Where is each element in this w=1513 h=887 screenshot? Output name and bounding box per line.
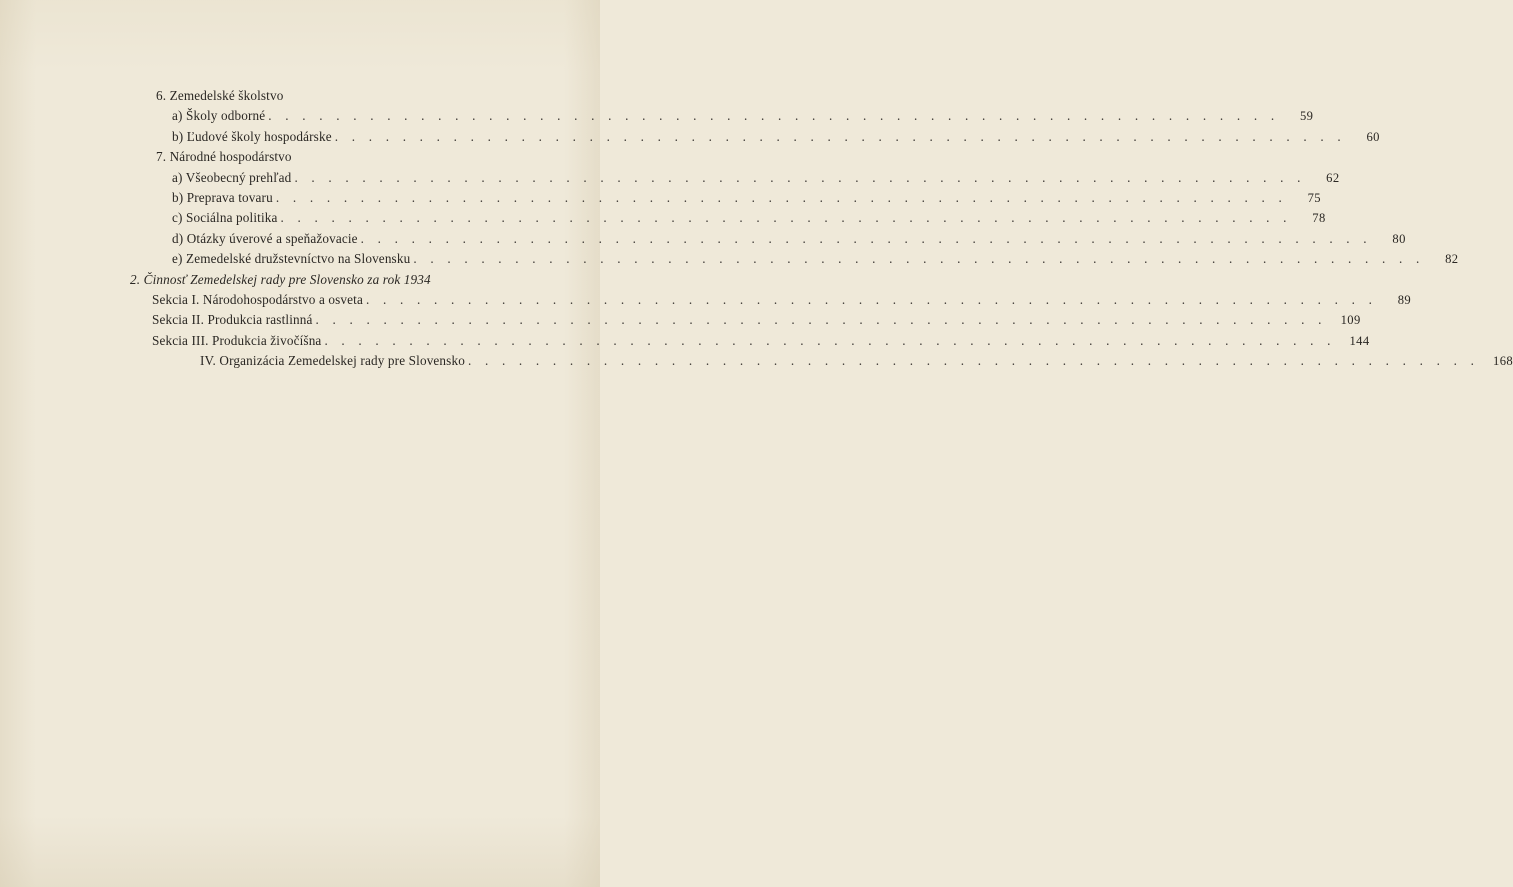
- toc-page-number: 82: [1445, 252, 1459, 267]
- toc-entry: [130, 210, 1326, 230]
- toc-page-number: 89: [1397, 292, 1412, 307]
- toc-dot-leader: . . . . . . . . . . . . . . . . . . . . . . . . . . . . . . . . . . . . . . . . . . . . . . . . . . . . . . . . . . . .: [467, 353, 1480, 369]
- toc-entry: [130, 169, 1340, 190]
- toc-entry-label: Sekcia III. Produkcia živočíšna: [152, 333, 324, 349]
- toc-page-number: 60: [1366, 129, 1380, 144]
- toc-entry: [130, 149, 542, 169]
- toc-dot-leader: . . . . . . . . . . . . . . . . . . . . . . . . . . . . . . . . . . . . . . . . . . . . . . . . . . . . . . . . . . . .: [275, 189, 1287, 205]
- toc-entry: [130, 230, 1406, 251]
- toc-dot-leader: . . . . . . . . . . . . . . . . . . . . . . . . . . . . . . . . . . . . . . . . . . . . . . . . . . . . . . . . . . . .: [280, 210, 1292, 226]
- toc-dot-leader: . . . . . . . . . . . . . . . . . . . . . . . . . . . . . . . . . . . . . . . . . . . . . . . . . . . . . . . . . . . .: [324, 332, 1336, 348]
- toc-dot-leader: . . . . . . . . . . . . . . . . . . . . . . . . . . . . . . . . . . . . . . . . . . . . . . . . . . . . . . . . . . . .: [334, 128, 1346, 144]
- toc-page-number: 109: [1340, 313, 1361, 328]
- toc-entry-label: a) Všeobecný prehľad: [172, 170, 294, 186]
- toc-dot-leader: . . . . . . . . . . . . . . . . . . . . . . . . . . . . . . . . . . . . . . . . . . . . . . . . . . . . . . . . . . . .: [360, 230, 1372, 246]
- toc-entry: [130, 332, 1370, 353]
- toc-entry: [130, 291, 1412, 312]
- toc-page-number: 80: [1392, 231, 1406, 246]
- toc-entry-label: d) Otázky úverové a speňažovacie: [172, 231, 361, 247]
- toc-entry: [130, 189, 1321, 210]
- toc-page-number: 59: [1299, 109, 1314, 124]
- toc-page-number: 62: [1326, 170, 1340, 185]
- toc-dot-leader: . . . . . . . . . . . . . . . . . . . . . . . . . . . . . . . . . . . . . . . . . . . . . . . . . . . . . . . . . . . .: [366, 291, 1378, 307]
- toc-entry-label: b) Preprava tovaru: [172, 190, 276, 206]
- toc-dot-leader: . . . . . . . . . . . . . . . . . . . . . . . . . . . . . . . . . . . . . . . . . . . . . . . . . . . . . . . . . . . .: [315, 312, 1327, 328]
- toc-entry-label: 7. Národné hospodárstvo: [156, 149, 292, 165]
- toc-entry-label: IV. Organizácia Zemedelskej rady pre Slovensko: [200, 353, 468, 369]
- toc-page-number: 144: [1349, 333, 1370, 348]
- toc-entry: [130, 88, 542, 108]
- toc-entry: [130, 251, 1459, 271]
- toc-dot-leader: . . . . . . . . . . . . . . . . . . . . . . . . . . . . . . . . . . . . . . . . . . . . . . . . . . . . . . . . . . . .: [268, 108, 1280, 124]
- toc-entry-label: 6. Zemedelské školstvo: [156, 88, 284, 103]
- toc-entry-label: c) Sociálna politika: [172, 210, 281, 226]
- toc-page-number: 168: [1493, 354, 1513, 369]
- toc-page-number: 75: [1307, 190, 1321, 205]
- toc-entry-label: e) Zemedelské družstevníctvo na Slovensku: [172, 251, 413, 267]
- toc-page-number: 78: [1312, 211, 1326, 226]
- toc-entry: [130, 128, 1380, 149]
- toc-entry: [130, 353, 1513, 373]
- toc-entry-label: Sekcia II. Produkcia rastlinná: [152, 312, 316, 328]
- table-of-contents: [130, 88, 1513, 373]
- toc-entry-label: 2. Činnosť Zemedelskej rady pre Slovensko za rok 1934: [130, 271, 431, 287]
- toc-entry-label: Sekcia I. Národohospodárstvo a osveta: [152, 292, 366, 308]
- toc-entry-label: a) Školy odborné: [172, 108, 268, 124]
- toc-dot-leader: . . . . . . . . . . . . . . . . . . . . . . . . . . . . . . . . . . . . . . . . . . . . . . . . . . . . . . . . . . . .: [294, 169, 1306, 185]
- toc-entry-label: b) Ľudové školy hospodárske: [172, 129, 335, 145]
- toc-entry: [130, 108, 1314, 128]
- toc-dot-leader: . . . . . . . . . . . . . . . . . . . . . . . . . . . . . . . . . . . . . . . . . . . . . . . . . . . . . . . . . . . .: [413, 251, 1425, 267]
- toc-entry: [130, 272, 542, 292]
- toc-entry: [130, 312, 1361, 332]
